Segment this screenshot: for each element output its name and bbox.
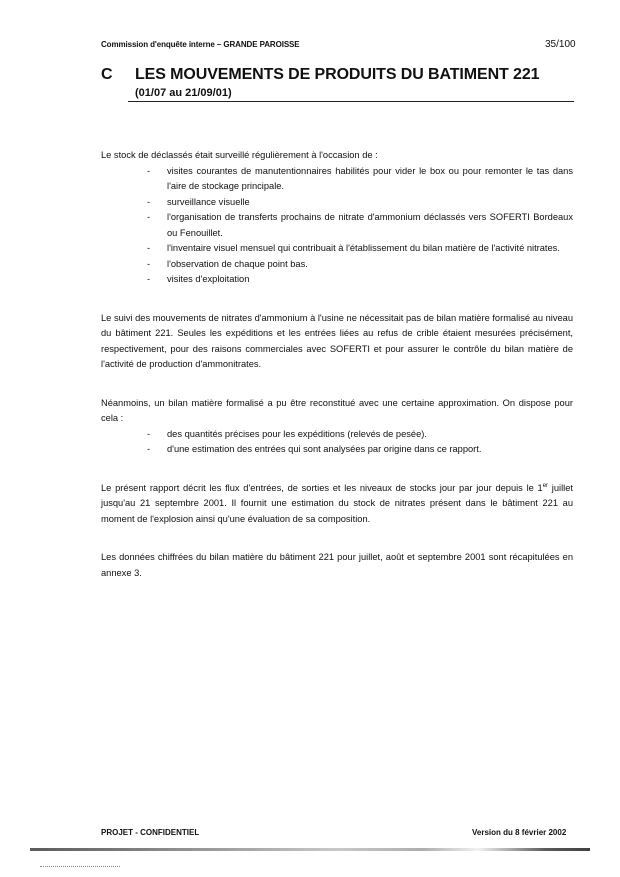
document-header: Commission d'enquête interne – GRANDE PAROISSE	[101, 40, 300, 49]
version-label: Version du 8 février 2002	[472, 828, 567, 837]
section-title: LES MOUVEMENTS DE PRODUITS DU BATIMENT 221	[135, 66, 540, 83]
list-dash: -	[147, 428, 151, 439]
list-item: - l'organisation de transferts prochains de nitrate d'ammonium déclassés vers SOFERTI Bordeaux ou Fenouillet.	[147, 212, 573, 238]
list-item: - des quantités précises pour les expéditions (relevés de pesée).	[101, 427, 573, 443]
list-dash: -	[147, 258, 151, 269]
list-dash: -	[147, 165, 151, 176]
list-item: - l'inventaire visuel mensuel qui contribuait à l'établissement du bilan matière de l'activité nitrates.	[101, 241, 573, 257]
body-content	[101, 148, 573, 581]
balance-paragraph: Néanmoins, un bilan matière formalisé a pu être reconstitué avec une certaine approximation. On dispose pour cela :	[101, 397, 573, 423]
list-dash: -	[147, 274, 151, 284]
page-number: 35/100	[545, 39, 576, 50]
scan-artifact-dots	[40, 866, 120, 868]
monitoring-list	[101, 164, 573, 288]
annex-paragraph: Les données chiffrées du bilan matière du bâtiment 221 pour juillet, août et septembre 2001 sont récapitulées en annexe 3.	[101, 552, 573, 578]
section-letter: C	[101, 66, 113, 83]
list-dash: -	[147, 444, 151, 454]
intro-paragraph: Le stock de déclassés était surveillé régulièrement à l'occasion de :	[101, 150, 378, 160]
list-dash: -	[147, 196, 151, 207]
title-underline	[128, 101, 574, 102]
list-item: - l'observation de chaque point bas.	[101, 257, 573, 273]
list-dash: -	[147, 243, 151, 253]
list-item: - visites courantes de manutentionnaires habilités pour vider le box ou pour remonter le tas dans l'aire de stockage principale.	[147, 165, 573, 191]
scan-artifact-line	[30, 848, 590, 851]
confidential-label: PROJET - CONFIDENTIEL	[101, 828, 200, 837]
report-scope-paragraph: Le présent rapport décrit les flux d'entrées, de sorties et les niveaux de stocks jour par jour depuis le 1er juillet jusqu'au 21 septembre 2001. Il fournit une estimation du stock de nitrates présent dans le bâtiment 221 au moment de l'explosion ainsi qu'une évaluation de sa composition.	[101, 482, 573, 524]
tracking-paragraph: Le suivi des mouvements de nitrates d'ammonium à l'usine ne nécessitait pas de bilan matière formalisé au niveau du bâtiment 221. Seules les expéditions et les entrées liées au refus de crible étaient mesurées précisément, respectivement, pour des raisons commerciales avec SOFERTI et pour assurer le contrôle du bilan matière de l'activité de production d'ammonitrates.	[101, 312, 573, 369]
list-item: - d'une estimation des entrées qui sont analysées par origine dans ce rapport.	[101, 442, 573, 458]
list-dash: -	[147, 212, 151, 222]
list-item: - surveillance visuelle	[101, 195, 573, 211]
list-item: - visites d'exploitation	[101, 272, 573, 288]
section-subtitle: (01/07 au 21/09/01)	[135, 87, 232, 99]
sources-list	[101, 427, 573, 458]
